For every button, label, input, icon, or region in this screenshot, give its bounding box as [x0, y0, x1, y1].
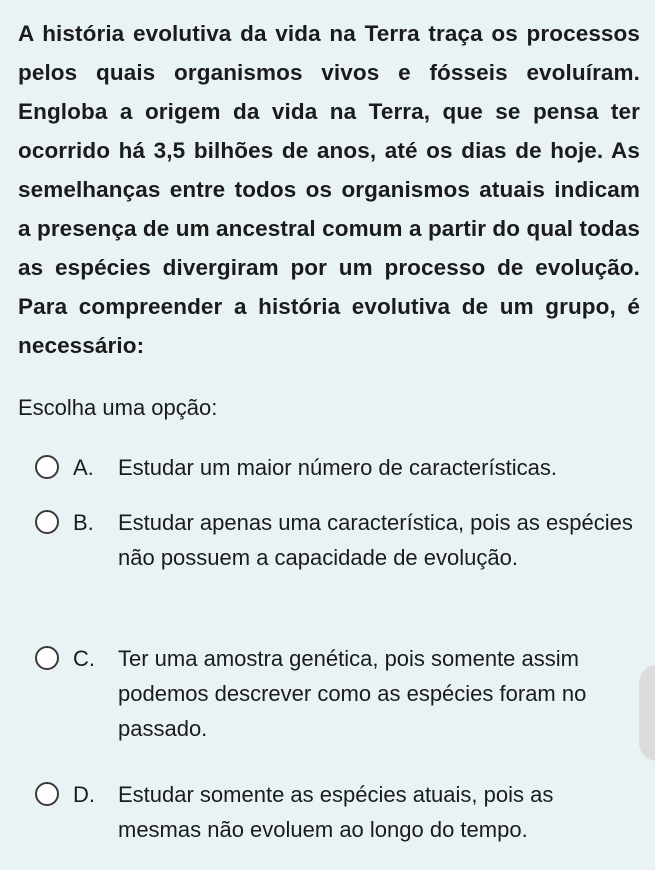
radio-a[interactable] [35, 455, 59, 479]
option-c-letter: C. [73, 646, 95, 671]
question-text: A história evolutiva da vida na Terra traça os processos pelos quais organismos vivos e fósseis evoluíram. Engloba a origem da vida na Terra, que se pensa ter ocorrido há 3,5 bilhões de anos, até os dias de hoje. As semelhanças entre todos os organismos atuais indicam a presença de um ancestral comum a partir do qual todas as espécies divergiram por um processo de evolução. Para compreender a história evolutiva de um grupo, é necessário: [18, 21, 640, 358]
radio-d[interactable] [35, 782, 59, 806]
side-scroll-tab[interactable] [639, 665, 655, 761]
option-c[interactable] [35, 641, 635, 746]
option-d-letter: D. [73, 782, 95, 807]
option-d[interactable] [35, 777, 635, 847]
option-a-letter: A. [73, 455, 94, 480]
option-b-text: Estudar apenas uma característica, pois as espécies não possuem a capacidade de evolução. [118, 510, 633, 570]
option-b-letter: B. [73, 510, 94, 535]
choose-option-prompt: Escolha uma opção: [18, 395, 218, 420]
option-b[interactable] [35, 505, 635, 575]
option-c-text: Ter uma amostra genética, pois somente assim podemos descrever como as espécies foram no passado. [118, 646, 587, 741]
radio-b[interactable] [35, 510, 59, 534]
option-a[interactable] [35, 450, 635, 485]
option-d-text: Estudar somente as espécies atuais, pois as mesmas não evoluem ao longo do tempo. [118, 782, 554, 842]
option-a-text: Estudar um maior número de características. [118, 455, 557, 480]
radio-c[interactable] [35, 646, 59, 670]
